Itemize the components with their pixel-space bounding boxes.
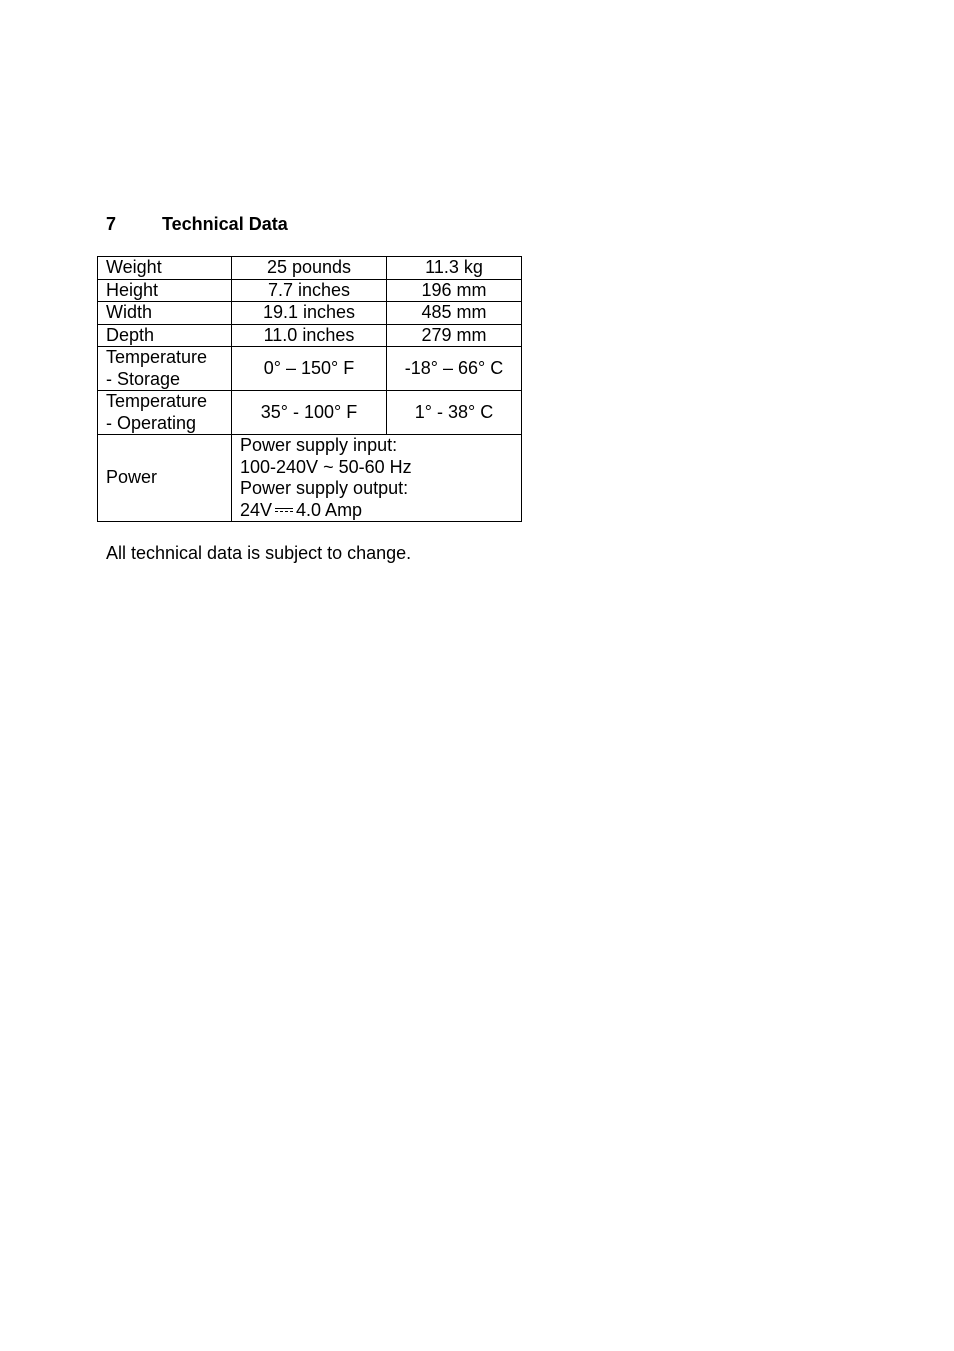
output-voltage: 24V — [240, 499, 273, 520]
section-number: 7 — [106, 214, 117, 234]
power-output-label: Power supply output: — [240, 478, 409, 498]
metric-value: 279 mm — [387, 324, 522, 347]
row-label-line1: Temperature — [106, 347, 208, 367]
metric-value: -18° – 66° C — [387, 347, 522, 391]
table-row-height — [98, 279, 522, 302]
table-row-temperature-operating — [98, 391, 522, 435]
imperial-value: 19.1 inches — [232, 302, 387, 325]
row-label-line2: - Storage — [106, 368, 181, 389]
imperial-value: 11.0 inches — [232, 324, 387, 347]
imperial-value: 7.7 inches — [232, 279, 387, 302]
row-label-line1: Temperature — [106, 391, 208, 411]
technical-data-table — [97, 256, 522, 522]
imperial-value: 25 pounds — [232, 257, 387, 280]
section-title: Technical Data — [162, 214, 288, 234]
power-input-label: Power supply input: — [240, 435, 398, 455]
table-row-power — [98, 435, 522, 522]
row-label: Width — [98, 302, 232, 325]
direct-current-icon — [275, 506, 293, 516]
section-heading — [106, 212, 288, 236]
power-value — [232, 435, 522, 522]
table-row-depth — [98, 324, 522, 347]
metric-value: 485 mm — [387, 302, 522, 325]
imperial-value: 0° – 150° F — [232, 347, 387, 391]
row-label-line2: - Operating — [106, 412, 197, 433]
metric-value: 196 mm — [387, 279, 522, 302]
output-current: 4.0 Amp — [296, 499, 363, 520]
metric-value: 11.3 kg — [387, 257, 522, 280]
table-row-temperature-storage — [98, 347, 522, 391]
row-label: Height — [98, 279, 232, 302]
power-output-value — [240, 500, 513, 522]
row-label — [98, 391, 232, 435]
metric-value: 1° - 38° C — [387, 391, 522, 435]
table-row-weight — [98, 257, 522, 280]
table-row-width — [98, 302, 522, 325]
disclaimer-note: All technical data is subject to change. — [106, 543, 412, 563]
row-label — [98, 347, 232, 391]
power-input-value: 100-240V ~ 50-60 Hz — [240, 456, 412, 477]
row-label: Depth — [98, 324, 232, 347]
row-label: Power — [98, 435, 232, 522]
imperial-value: 35° - 100° F — [232, 391, 387, 435]
row-label: Weight — [98, 257, 232, 280]
